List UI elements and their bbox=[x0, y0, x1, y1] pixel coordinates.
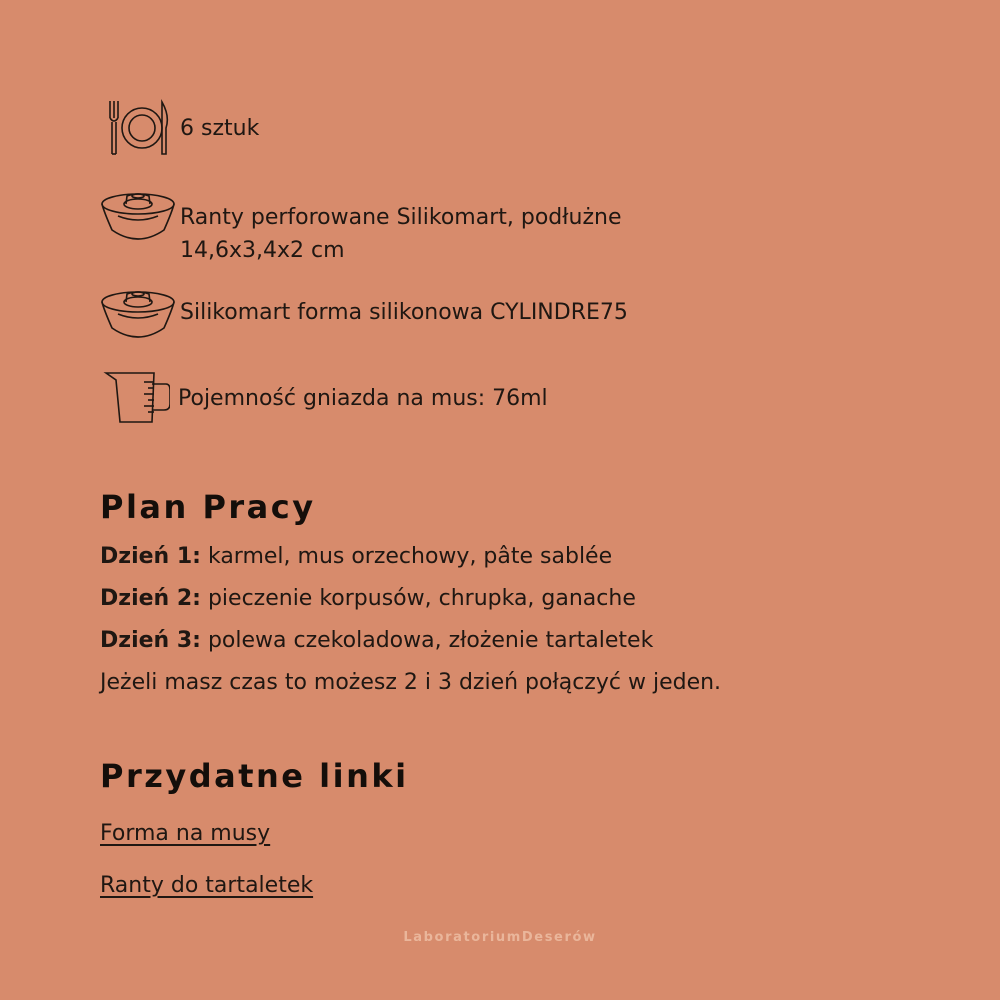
tart-rings-line-1: Ranty perforowane Silikomart, podłużne bbox=[180, 205, 622, 230]
plan-day-2 bbox=[100, 584, 636, 614]
plan-day-text: pieczenie korpusów, chrupka, ganache bbox=[200, 586, 636, 611]
servings-row bbox=[100, 98, 259, 158]
tart-rings-line-2: 14,6x3,4x2 cm bbox=[180, 238, 345, 263]
plan-day-label: Dzień 3: bbox=[100, 628, 201, 653]
measuring-cup-icon bbox=[100, 370, 178, 426]
tart-rings-row bbox=[100, 190, 621, 267]
plan-day-label: Dzień 1: bbox=[100, 544, 201, 569]
plan-day-text: karmel, mus orzechowy, pâte sablée bbox=[200, 544, 613, 569]
plan-day-1 bbox=[100, 542, 612, 572]
cutlery-plate-icon bbox=[100, 98, 180, 158]
capacity-row bbox=[100, 370, 548, 426]
cake-mold-icon bbox=[100, 190, 180, 246]
link-tart-rings[interactable]: Ranty do tartaletek bbox=[100, 873, 314, 898]
brand-watermark: LaboratoriumDeserów bbox=[403, 930, 597, 945]
plan-day-3 bbox=[100, 626, 653, 656]
plan-day-label: Dzień 2: bbox=[100, 586, 201, 611]
plan-title: Plan Pracy bbox=[100, 488, 316, 526]
capacity-text: Pojemność gniazda na mus: 76ml bbox=[178, 386, 548, 411]
silicone-mold-text: Silikomart forma silikonowa CYLINDRE75 bbox=[180, 300, 628, 325]
link-mousse-mold[interactable]: Forma na musy bbox=[100, 821, 271, 846]
plan-day-text: polewa czekoladowa, złożenie tartaletek bbox=[200, 628, 654, 653]
cake-mold-icon bbox=[100, 288, 180, 344]
plan-note: Jeżeli masz czas to możesz 2 i 3 dzień połączyć w jeden. bbox=[100, 670, 722, 695]
servings-text: 6 sztuk bbox=[180, 116, 260, 141]
links-title: Przydatne linki bbox=[100, 757, 409, 795]
silicone-mold-row bbox=[100, 288, 628, 344]
